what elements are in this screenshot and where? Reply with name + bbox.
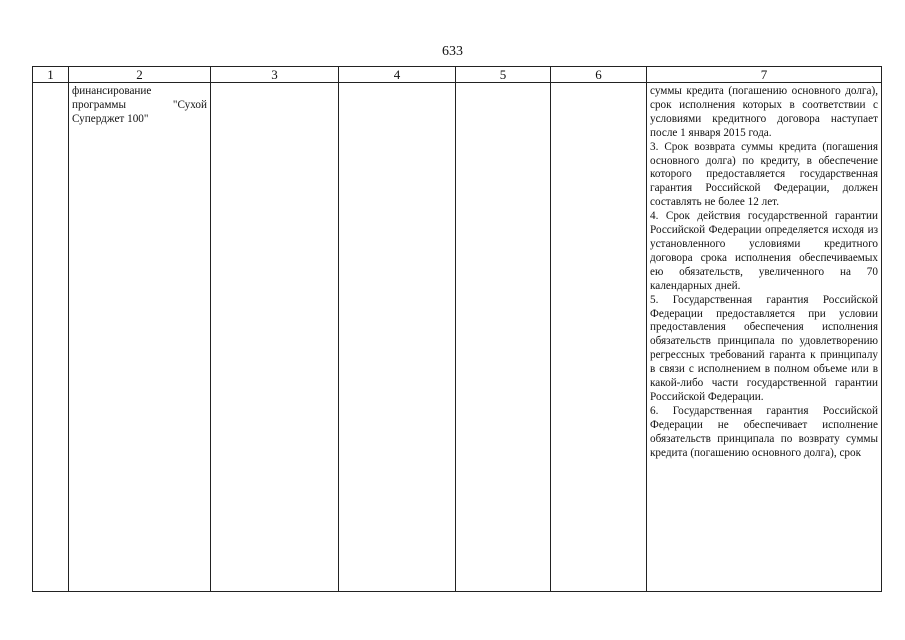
cell-col-7-text xyxy=(647,83,881,460)
paragraph-item-6: 6. Государственная гарантия Российской Федерации не обеспечивает исполнение обязательств принципала по возврату суммы кредита (погашению основного долга), срок xyxy=(650,404,878,459)
column-header-7: 7 xyxy=(647,67,882,83)
table-row xyxy=(33,83,882,592)
paragraph-item-4: 4. Срок действия государственной гарантии Российской Федерации определяется исходя из установленного условиями кредитного договора срока исполнения обеспечиваемых ею обязательств, увеличенного на 70 календарных дней. xyxy=(650,210,878,292)
column-header-6: 6 xyxy=(551,67,647,83)
header-row xyxy=(33,67,882,83)
cell-col-4 xyxy=(339,83,456,592)
cell-col-1-text xyxy=(33,83,68,85)
column-header-5: 5 xyxy=(456,67,551,83)
column-header-4: 4 xyxy=(339,67,456,83)
column-header-2: 2 xyxy=(69,67,211,83)
cell-col-6-text xyxy=(551,83,646,85)
cell-col-4-text xyxy=(339,83,455,85)
cell-col-3 xyxy=(211,83,339,592)
paragraph-item-3: 3. Срок возврата суммы кредита (погашения основного долга) по кредиту, в обеспечение которого предоставляется государственная гарантия Российской Федерации, должен составлять не более 12 лет. xyxy=(650,140,878,209)
cell-col-7 xyxy=(647,83,882,592)
cell-col-3-text xyxy=(211,83,338,85)
cell-col-5 xyxy=(456,83,551,592)
cell-col-2-text: финансирование программы "Сухой Суперджет 100" xyxy=(72,85,207,125)
guarantee-table xyxy=(32,66,882,592)
cell-col-1 xyxy=(33,83,69,592)
paragraph-continuation: суммы кредита (погашению основного долга), срок исполнения которых в соответствии с условиями кредитного договора наступает после 1 января 2015 года. xyxy=(650,85,878,139)
column-header-3: 3 xyxy=(211,67,339,83)
cell-col-6 xyxy=(551,83,647,592)
page-number: 633 xyxy=(442,44,463,59)
column-header-1: 1 xyxy=(33,67,69,83)
cell-col-5-text xyxy=(456,83,550,85)
paragraph-item-5: 5. Государственная гарантия Российской Федерации предоставляется при условии предоставления обеспечения исполнения обязательств принципала по удовлетворению регрессных требований гаранта к принципалу в связи с исполнением в полном объеме или в какой-либо части государственной гарантии Российской Федерации. xyxy=(650,293,878,403)
cell-col-2 xyxy=(69,83,211,592)
